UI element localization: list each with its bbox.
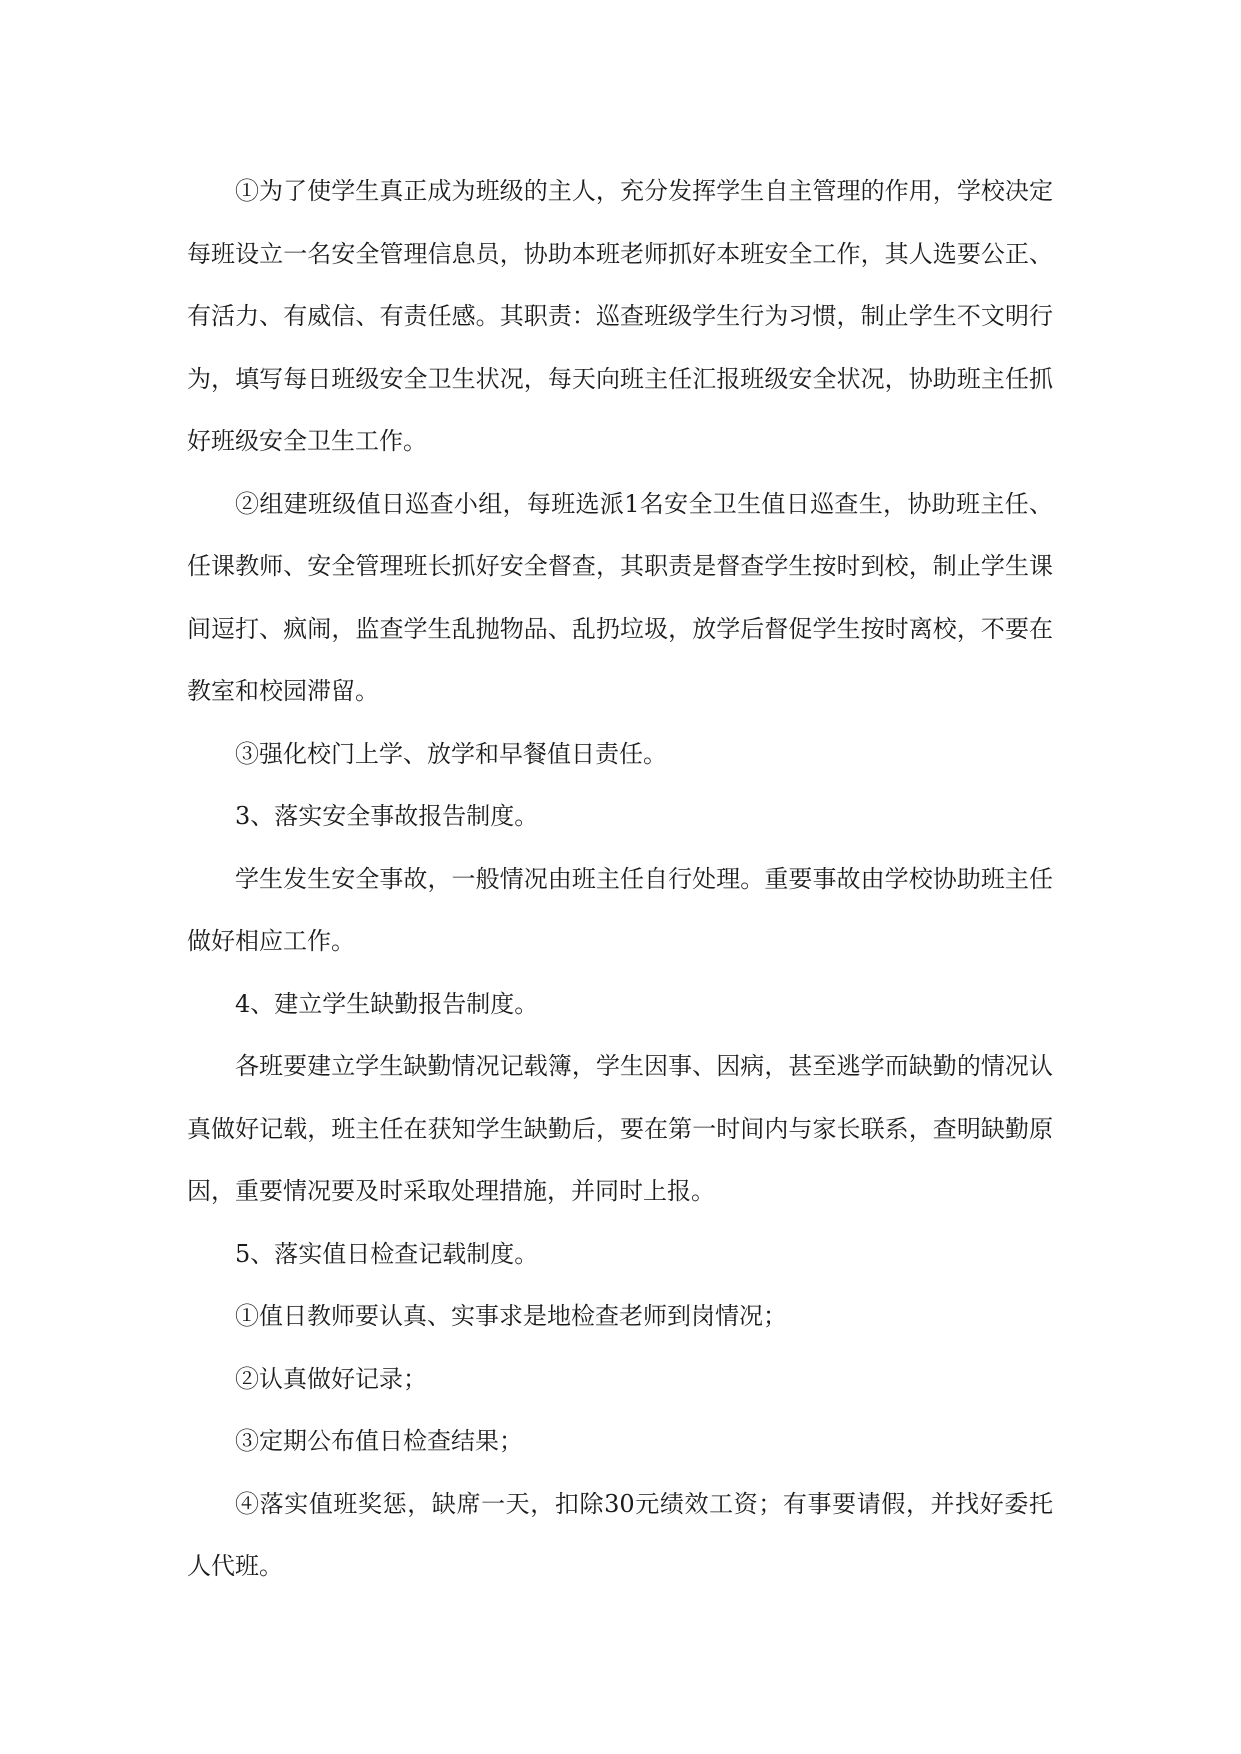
- paragraph-safety-info-officer: ①为了使学生真正成为班级的主人，充分发挥学生自主管理的作用，学校决定每班设立一名安全管理信息员，协助本班老师抓好本班安全工作，其人选要公正、有活力、有威信、有责任感。其职责：巡查班级学生行为习惯，制止学生不文明行为，填写每日班级安全卫生状况，每天向班主任汇报班级安全状况，协助班主任抓好班级安全卫生工作。: [187, 177, 1053, 455]
- list-item-records: ②认真做好记录；: [235, 1364, 427, 1393]
- document-body: [187, 160, 1053, 1598]
- list-item-publish-results: ③定期公布值日检查结果；: [235, 1427, 523, 1455]
- paragraph-accident-handling: 学生发生安全事故，一般情况由班主任自行处理。重要事故由学校协助班主任做好相应工作。: [187, 864, 1053, 955]
- list-item-rewards-penalties: ④落实值班奖惩，缺席一天，扣除30元绩效工资；有事要请假，并找好委托人代班。: [187, 1489, 1053, 1580]
- heading-accident-report: 3、落实安全事故报告制度。: [235, 802, 539, 830]
- heading-absence-report: 4、建立学生缺勤报告制度。: [235, 989, 539, 1018]
- paragraph-patrol-group: ②组建班级值日巡查小组，每班选派1名安全卫生值日巡查生，协助班主任、任课教师、安全管理班长抓好安全督查，其职责是督查学生按时到校，制止学生课间逗打、疯闹，监查学生乱抛物品、乱扔垃圾，放学后督促学生按时离校，不要在教室和校园滞留。: [187, 489, 1053, 705]
- paragraph-absence-handling: 各班要建立学生缺勤情况记载簿，学生因事、因病，甚至逃学而缺勤的情况认真做好记载，班主任在获知学生缺勤后，要在第一时间内与家长联系，查明缺勤原因，重要情况要及时采取处理措施，并同时上报。: [187, 1052, 1053, 1205]
- paragraph-gate-duty: ③强化校门上学、放学和早餐值日责任。: [235, 739, 667, 768]
- list-item-duty-check: ①值日教师要认真、实事求是地检查老师到岗情况；: [235, 1302, 787, 1330]
- heading-duty-inspection: 5、落实值日检查记载制度。: [235, 1239, 539, 1268]
